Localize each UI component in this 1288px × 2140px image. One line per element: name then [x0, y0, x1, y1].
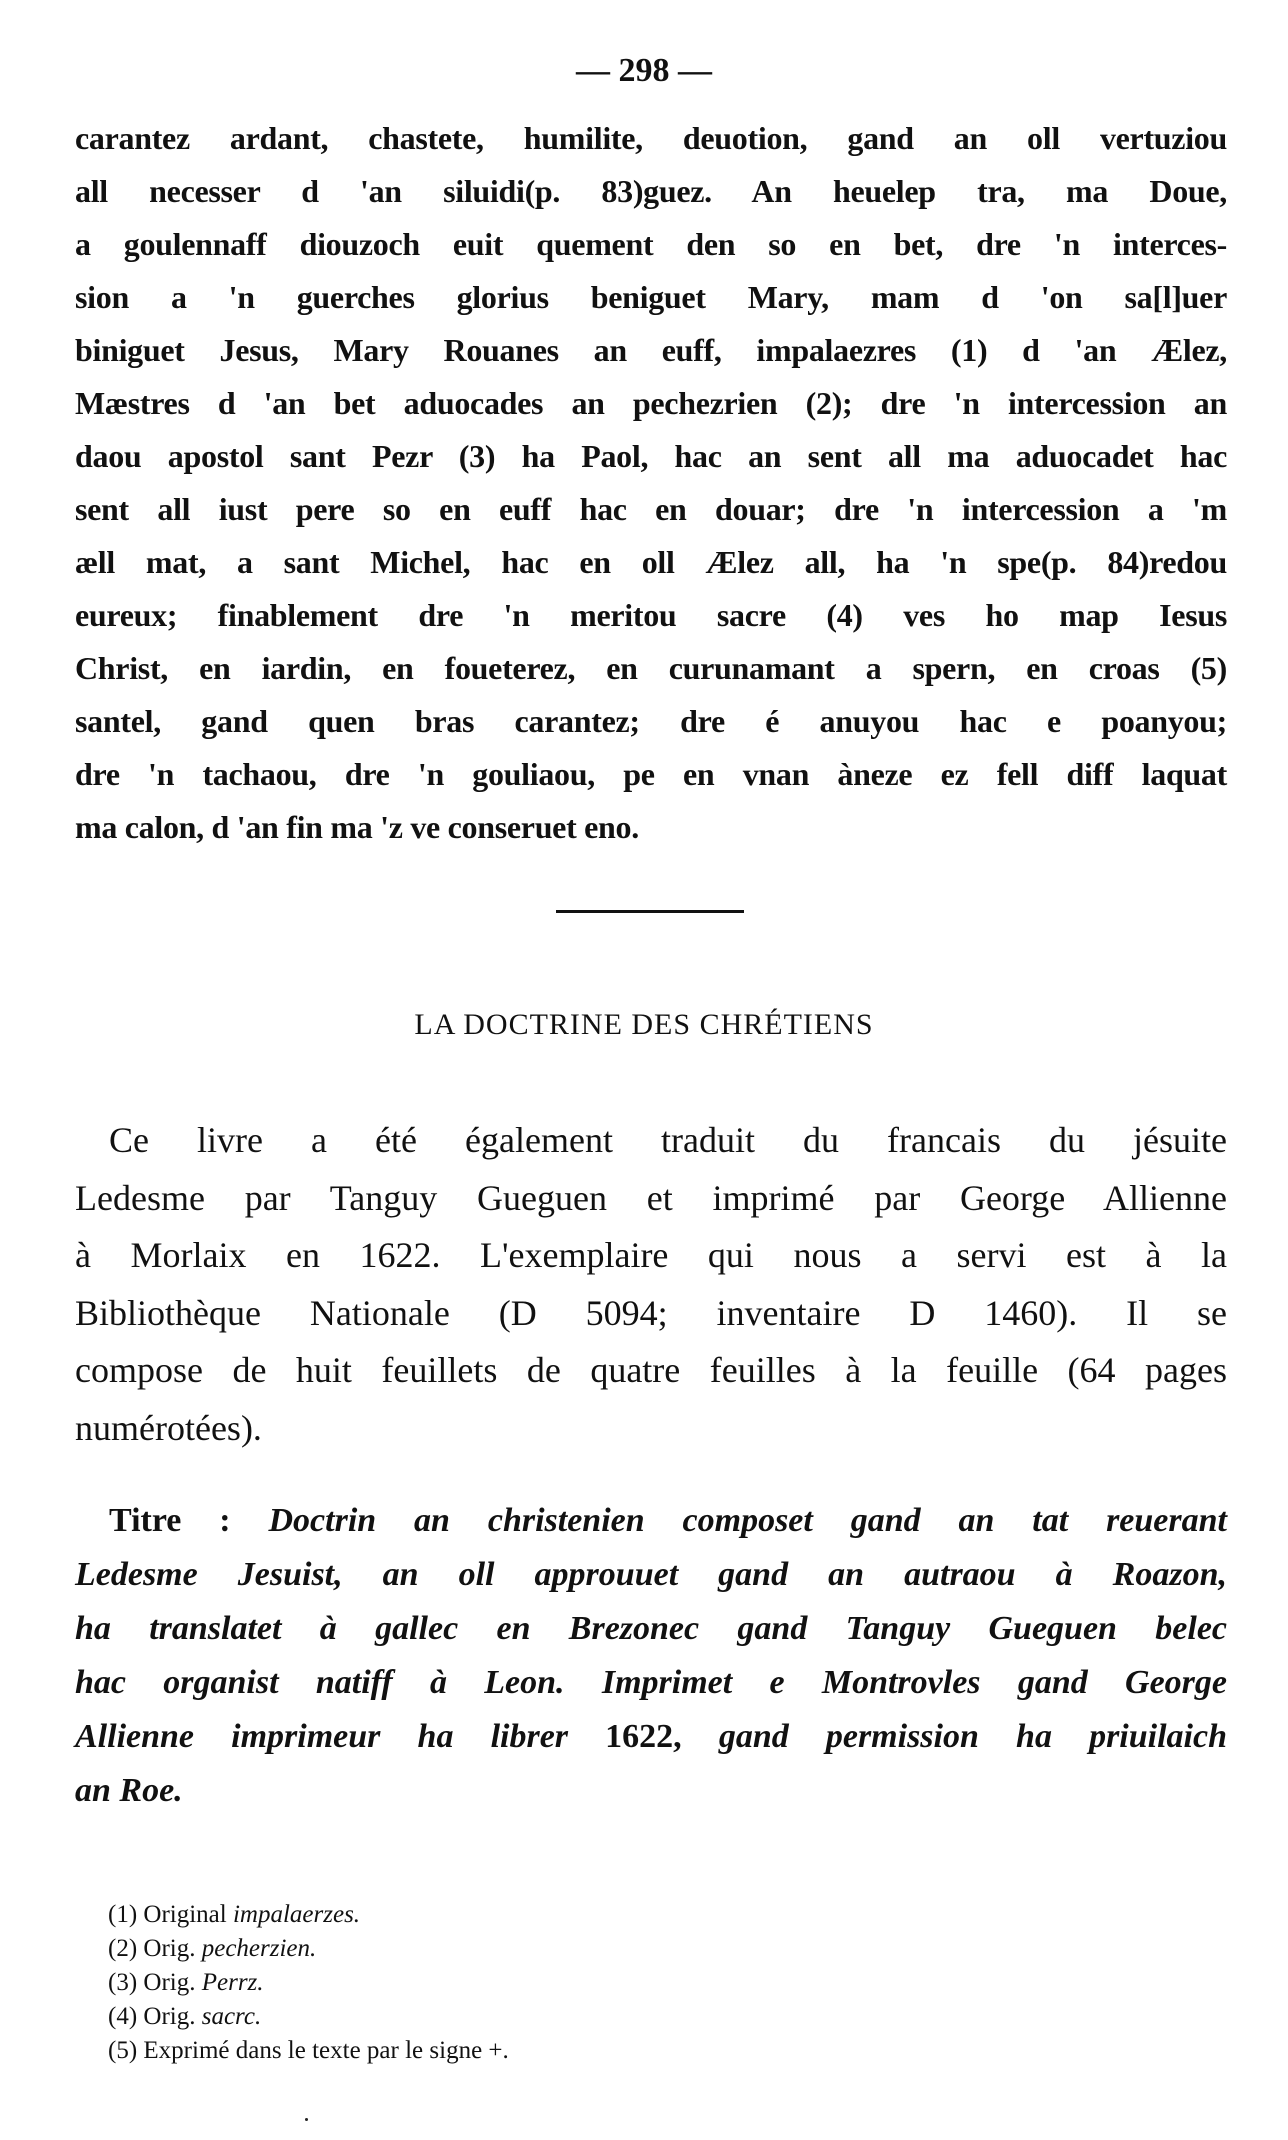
roman-text: Titre :	[109, 1502, 269, 1539]
text-line: eureux; finablement dre 'n meritou sacre (4) ves ho map Iesus	[75, 597, 1227, 633]
footnote-text: (1) Original	[108, 1901, 233, 1928]
footnote-text: (3) Orig.	[108, 1969, 202, 1996]
footnote-italic: Perrz.	[201, 1969, 264, 1996]
italic-text: Allienne imprimeur ha librer	[75, 1718, 606, 1755]
text-line: dre 'n tachaou, dre 'n gouliaou, pe en vnan àneze ez fell diff laquat	[75, 756, 1227, 792]
footnote	[108, 1898, 509, 1932]
text-line: à Morlaix en 1622. L'exemplaire qui nous a servi est à la	[75, 1235, 1227, 1275]
text-line	[75, 1656, 1227, 1710]
page-number: — 298 —	[576, 52, 712, 89]
text-line: compose de huit feuillets de quatre feuilles à la feuille (64 pages	[75, 1350, 1227, 1390]
text-line: all necesser d 'an siluidi(p. 83)guez. An heuelep tra, ma Doue,	[75, 173, 1227, 209]
italic-text: an Roe.	[75, 1772, 183, 1809]
text-line: carantez ardant, chastete, humilite, deuotion, gand an oll vertuziou	[75, 120, 1227, 156]
footnote	[108, 2000, 509, 2034]
footnote-text: (4) Orig.	[108, 2003, 202, 2030]
text-line: Ledesme par Tanguy Gueguen et imprimé par George Allienne	[75, 1177, 1227, 1218]
text-line: sent all iust pere so en euff hac en douar; dre 'n intercession a 'm	[75, 491, 1227, 527]
footnote-text: (5) Exprimé dans le texte par le signe +.	[108, 2037, 509, 2064]
footnote-italic: sacrc.	[201, 2003, 262, 2030]
footnote-text: (2) Orig.	[108, 1935, 202, 1962]
footnote	[108, 1966, 509, 2000]
footnote	[108, 1932, 509, 1966]
intro-paragraph	[75, 1112, 1227, 1457]
footnote-italic: impalaerzes.	[232, 1901, 361, 1928]
italic-text: hac organist natiff à Leon. Imprimet e Montrovles gand George	[75, 1664, 1227, 1701]
footnote-italic: pecherzien.	[201, 1935, 317, 1962]
footnote	[108, 2034, 509, 2068]
text-line: numérotées).	[75, 1407, 262, 1448]
text-line: Christ, en iardin, en foueterez, en curunamant a spern, en croas (5)	[75, 650, 1227, 686]
text-line: æll mat, a sant Michel, hac en oll Ælez all, ha 'n spe(p. 84)redou	[75, 544, 1227, 580]
text-line: Bibliothèque Nationale (D 5094; inventaire D 1460). Il se	[75, 1292, 1227, 1333]
italic-text: gand permission ha priuilaich	[718, 1718, 1227, 1755]
text-line: biniguet Jesus, Mary Rouanes an euff, impalaezres (1) d 'an Ælez,	[75, 332, 1227, 368]
italic-text: ha translatet à gallec en Brezonec gand Tanguy Gueguen belec	[75, 1610, 1227, 1647]
roman-text: 1622,	[605, 1718, 719, 1755]
text-line	[75, 1494, 1227, 1548]
section-heading: LA DOCTRINE DES CHRÉTIENS	[414, 1008, 874, 1041]
text-line: Mæstres d 'an bet aduocades an pechezrien (2); dre 'n intercession an	[75, 385, 1227, 421]
text-line: daou apostol sant Pezr (3) ha Paol, hac an sent all ma aduocadet hac	[75, 438, 1227, 474]
text-line	[75, 1710, 1227, 1764]
text-line	[75, 1602, 1227, 1656]
text-line	[75, 1764, 1227, 1818]
italic-text: Ledesme Jesuist, an oll approuuet gand an autraou à Roazon,	[75, 1556, 1227, 1593]
breton-paragraph	[75, 112, 1227, 854]
text-line: sion a 'n guerches glorius beniguet Mary, mam d 'on sa[l]uer	[75, 279, 1227, 315]
text-line: santel, gand quen bras carantez; dre é anuyou hac e poanyou;	[75, 703, 1227, 739]
text-line: Ce livre a été également traduit du francais du jésuite	[109, 1120, 1227, 1160]
print-speck	[305, 2118, 308, 2121]
section-divider	[556, 910, 744, 913]
italic-text: Doctrin an christenien composet gand an tat reuerant	[268, 1502, 1227, 1539]
text-line: a goulennaff diouzoch euit quement den so en bet, dre 'n interces-	[75, 226, 1227, 262]
text-line: ma calon, d 'an fin ma 'z ve conseruet eno.	[75, 809, 639, 845]
title-paragraph	[75, 1494, 1227, 1818]
text-line	[75, 1548, 1227, 1602]
footnotes	[108, 1898, 509, 2068]
